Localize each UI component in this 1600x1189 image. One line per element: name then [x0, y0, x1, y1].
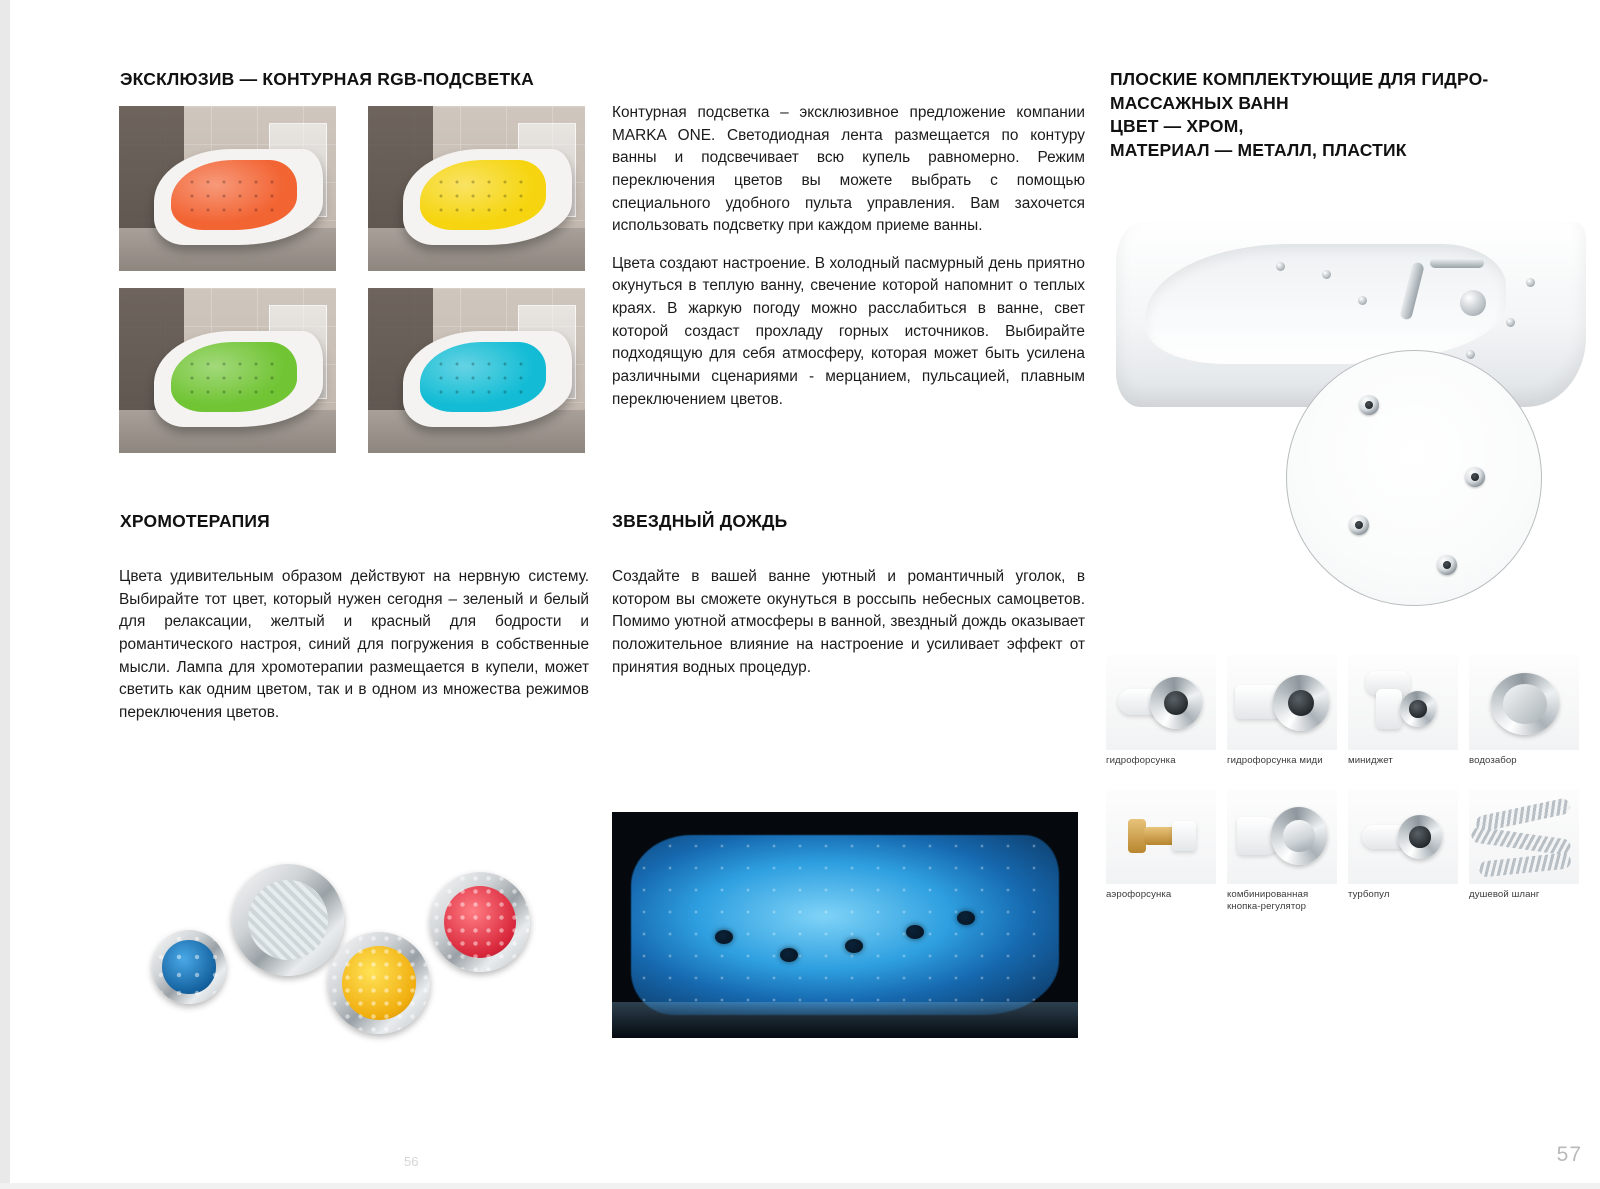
part-caption-turbopool: турбопул	[1348, 888, 1390, 900]
part-image-aero-jet	[1106, 789, 1216, 884]
part-item-aero-jet	[1106, 789, 1216, 913]
part-image-hydro-jet-midi	[1227, 655, 1337, 750]
lamp-red	[430, 872, 530, 972]
part-item-shower-hose	[1469, 789, 1579, 913]
part-item-hydro-jet	[1106, 655, 1216, 767]
magnifier-circle	[1286, 350, 1542, 606]
accessories-heading-line3: ЦВЕТ — ХРОМ,	[1110, 116, 1244, 137]
starrain-heading: ЗВЕЗДНЫЙ ДОЖДЬ	[612, 511, 788, 531]
page-number: 57	[1556, 1143, 1582, 1166]
rgb-photo-cyan	[368, 288, 585, 453]
part-caption-shower-hose: душевой шланг	[1469, 888, 1540, 900]
starrain-photo	[612, 812, 1078, 1038]
part-item-minijet	[1348, 655, 1458, 767]
rgb-paragraph-1: Контурная подсветка – эксклюзивное предложение компании MARKA ONE. Светодиодная лента размещается по контуру ванны и подсвечивает всю купель равномерно. Режим переключения цветов вы можете выбрать с помощью специального удобного пульта управления. Вам захочется использовать подсветку при каждом приеме ванны.	[612, 104, 1085, 235]
rgb-photo-green	[119, 288, 336, 453]
part-caption-minijet: миниджет	[1348, 755, 1393, 766]
parts-row	[1106, 789, 1576, 913]
part-caption-water-intake: водозабор	[1469, 755, 1517, 766]
lamp-yellow	[328, 932, 430, 1034]
rgb-photo-yellow	[368, 106, 585, 271]
rgb-section-text	[612, 102, 1085, 411]
lamp-white	[232, 864, 344, 976]
accessories-heading-line1: ПЛОСКИЕ КОМПЛЕКТУЮЩИЕ ДЛЯ ГИДРО-	[1110, 69, 1489, 89]
folio-mark-left: 56	[404, 1154, 419, 1169]
faucet-icon	[1406, 258, 1492, 328]
chromotherapy-text	[119, 566, 589, 724]
rgb-photo-grid	[119, 106, 585, 461]
chromotherapy-heading: ХРОМОТЕРАПИЯ	[120, 511, 270, 531]
part-image-minijet	[1348, 655, 1458, 750]
part-caption-combo-button: комбинированная кнопка-регулятор	[1227, 888, 1309, 912]
accessories-heading	[1110, 68, 1580, 163]
starrain-text	[612, 566, 1085, 679]
part-caption-hydro-jet-midi: гидрофорсунка миди	[1227, 755, 1323, 766]
accessories-heading-line4: МАТЕРИАЛ — МЕТАЛЛ, ПЛАСТИК	[1110, 139, 1407, 160]
hydromassage-bathtub-photo	[1106, 200, 1586, 620]
part-image-turbopool	[1348, 789, 1458, 884]
parts-row	[1106, 655, 1576, 767]
page-edge-left	[0, 0, 10, 1189]
part-caption-aero-jet: аэрофорсунка	[1106, 888, 1172, 900]
part-item-hydro-jet-midi	[1227, 655, 1337, 767]
part-image-shower-hose	[1469, 789, 1579, 884]
accessories-parts-grid	[1106, 655, 1576, 921]
part-caption-hydro-jet: гидрофорсунка	[1106, 755, 1176, 766]
starrain-paragraph: Создайте в вашей ванне уютный и романтичный уголок, в котором вы сможете окунуться в россыпь небесных самоцветов. Помимо уютной атмосферы в ванной, звездный дождь оказывает положительное влияние на настроение и усиливает эффект от принятия водных процедур.	[612, 568, 1085, 676]
lamp-blue	[152, 930, 226, 1004]
part-image-water-intake	[1469, 655, 1579, 750]
part-image-hydro-jet	[1106, 655, 1216, 750]
rgb-photo-orange	[119, 106, 336, 271]
rgb-paragraph-2: Цвета создают настроение. В холодный пасмурный день приятно окунуться в теплую ванну, свечение которой напомнит о теплых краях. В жаркую погоду можно расслабиться в ванне, свет которой создаст прохладу горных источников. Выбирайте подходящую для себя атмосферу, которая может быть усилена различными сценариями - мерцанием, пульсацией, плавным переключением цветов.	[612, 254, 1085, 408]
accessories-heading-line2: МАССАЖНЫХ ВАНН	[1110, 92, 1289, 113]
page-edge-bottom	[0, 1183, 1600, 1189]
part-item-combo-button	[1227, 789, 1337, 913]
chromotherapy-lamps-photo	[140, 850, 570, 1050]
rgb-section-heading: ЭКСКЛЮЗИВ — КОНТУРНАЯ RGB-ПОДСВЕТКА	[120, 69, 534, 89]
part-item-turbopool	[1348, 789, 1458, 913]
part-item-water-intake	[1469, 655, 1579, 767]
chromotherapy-paragraph: Цвета удивительным образом действуют на нервную систему. Выбирайте тот цвет, который нужен сегодня – зеленый и белый для релаксации, желтый и красный для бодрости и романтического настроя, синий для погружения в собственные мысли. Лампа для хромотерапии размещается в купели, может светить как одним цветом, так и в одном из множества режимов переключения цветов.	[119, 568, 589, 721]
part-image-combo-button	[1227, 789, 1337, 884]
